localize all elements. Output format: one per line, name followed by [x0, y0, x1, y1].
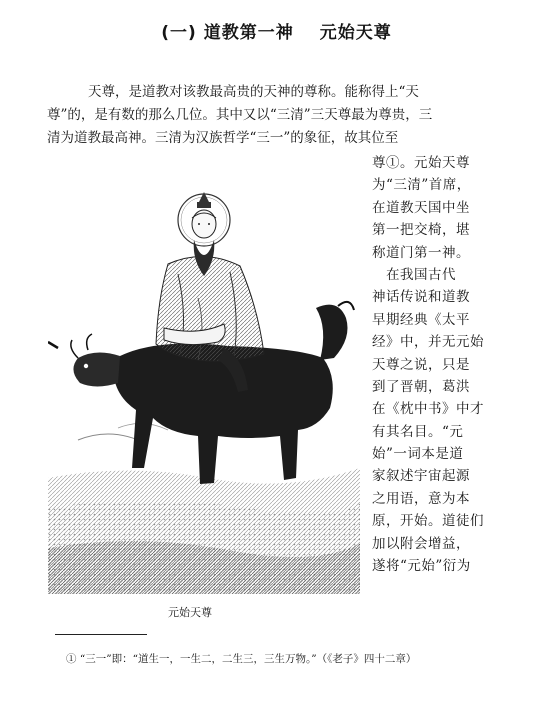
intro-line-1: 天尊，是道教对该教最高贵的天神的尊称。能称得上“天 [88, 84, 419, 100]
column-line: 经》中，并无元始 [372, 334, 484, 351]
column-line: 之用语，意为本 [372, 490, 470, 507]
column-line: 称道门第一神。 [372, 244, 470, 261]
footnote [66, 651, 416, 666]
column-line: 早期经典《太平 [372, 311, 470, 328]
figure-caption: 元始天尊 [168, 606, 212, 619]
footnote-marker: ① [66, 653, 77, 665]
column-line: 到了晋朝，葛洪 [372, 378, 470, 395]
column-line: 有其名目。“元 [372, 423, 464, 440]
column-line: 为“三清”首席， [372, 177, 471, 194]
column-line: 原，开始。道徒们 [372, 513, 484, 530]
illustration-yuanshi-tianzun [48, 178, 360, 594]
column-line: 在道教天国中坐 [372, 199, 470, 216]
footnote-text: “三一”即：“道生一，一生二，二生三，三生万物。”（《老子》四十二章） [79, 653, 417, 665]
intro-line-2: 尊”的，是有数的那么几位。其中又以“三清”三天尊最为尊贵，三 [47, 107, 433, 123]
column-line: 天尊之说，只是 [372, 356, 470, 373]
column-line: 在我国古代 [372, 266, 456, 283]
column-line: 加以附会增益， [372, 535, 470, 552]
section-title: 元始天尊 [319, 23, 392, 43]
column-line: 始”一词本是道 [372, 446, 464, 463]
column-line: 在《枕中书》中才 [372, 401, 484, 418]
section-number: (一) 道教第一神 [161, 23, 294, 43]
section-heading [0, 18, 553, 43]
column-line: 第一把交椅，堪 [372, 222, 470, 239]
side-text-column [372, 152, 500, 577]
column-line: 遂将“元始”衍为 [372, 558, 471, 575]
footnote-rule [55, 634, 147, 635]
column-line: 家叙述宇宙起源 [372, 468, 470, 485]
column-line: 神话传说和道教 [372, 289, 470, 306]
column-line: 尊①。元始天尊 [372, 155, 470, 171]
intro-line-3: 清为道教最高神。三清为汉族哲学“三一”的象征，故其位至 [47, 130, 399, 146]
